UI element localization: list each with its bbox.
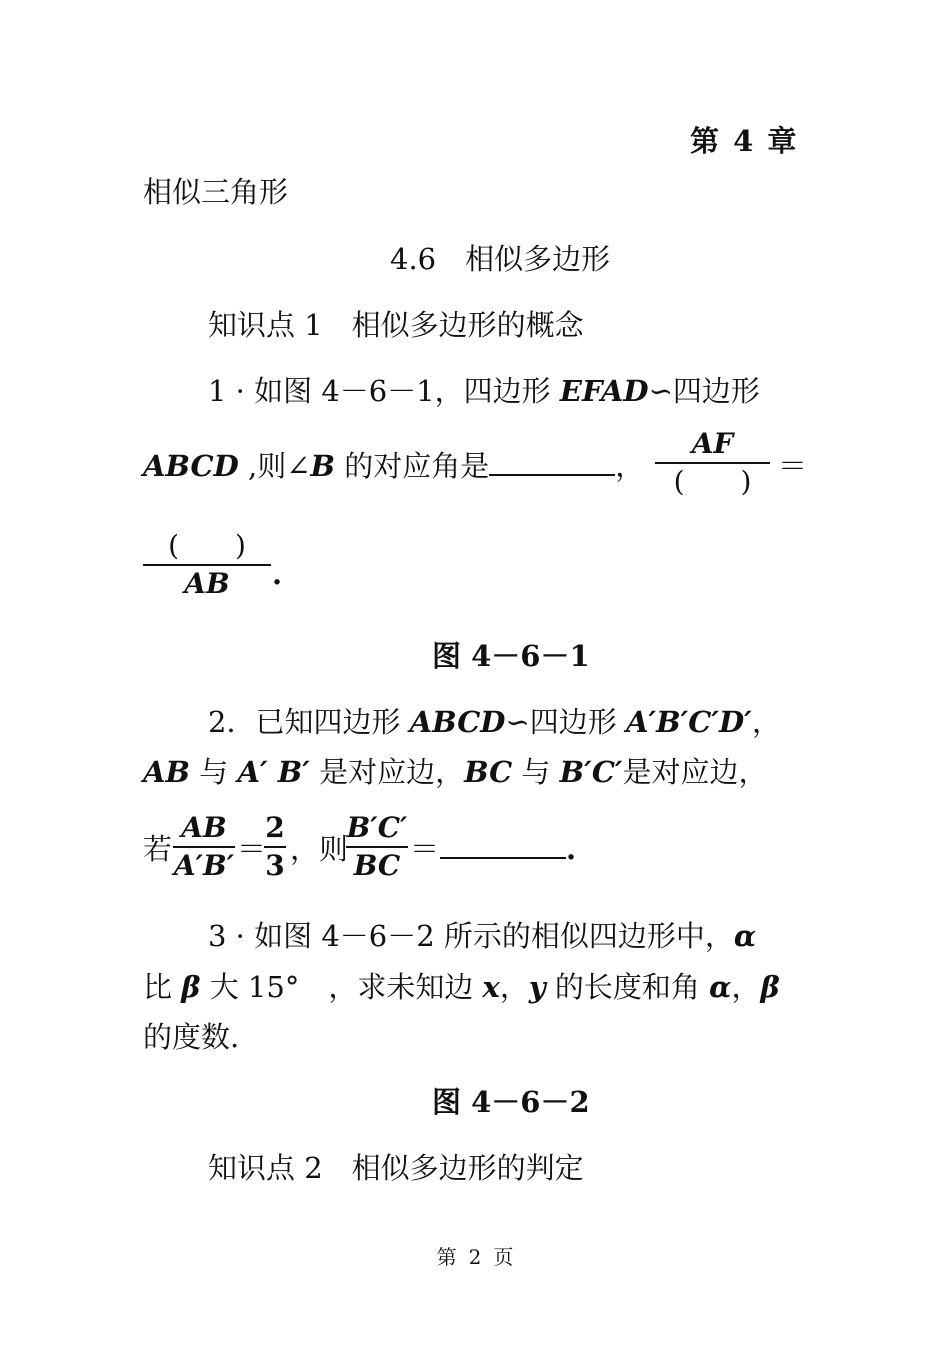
q2-text-corresponding-1: 是对应边，: [309, 755, 465, 789]
q3-line1-text: 3 · 如图 4－6－2 所示的相似四边形中，: [208, 919, 734, 953]
q2-text-and-2: 与: [512, 755, 560, 789]
q1-frac2-numerator-blank[interactable]: ( ): [168, 529, 246, 562]
q2-fracB-denominator: 3: [265, 849, 285, 882]
q2-line1-prefix: 2．已知四边形: [208, 705, 410, 739]
q1-equals: ＝: [778, 449, 808, 483]
footer-suffix: 页: [493, 1245, 514, 1269]
q3-x: x: [482, 970, 500, 1004]
chapter-label: 第 4 章: [690, 124, 799, 158]
q2-answer-blank[interactable]: [440, 855, 566, 859]
q1-line2: ABCD ,则∠B 的对应角是 ，: [143, 449, 645, 483]
q2-fraction-2-3: [264, 811, 286, 882]
q1-fraction-2: [143, 529, 271, 600]
q2-line1: [208, 705, 781, 739]
knowledge-point-1: 知识点 1 相似多边形的概念: [208, 308, 584, 342]
q3-comma-1: ，: [499, 970, 529, 1004]
figure-caption-4-6-2: 图 4－6－2: [432, 1085, 590, 1119]
q1-frac2-denominator: AB: [184, 567, 230, 600]
q2-equals-2: ＝: [410, 832, 440, 866]
q3-line2-c: 的长度和角: [545, 970, 710, 1004]
q2-fracB-numerator: 2: [265, 811, 285, 844]
q3-comma-2: ，: [731, 970, 761, 1004]
q2-then-text: ，则: [290, 832, 349, 866]
figure-caption-4-6-1: 图 4－6－1: [432, 639, 590, 673]
q1-answer-blank[interactable]: [489, 472, 615, 476]
q1-quad-efad: EFAD: [559, 374, 649, 408]
q2-fracA-denominator: A′B′: [173, 849, 235, 882]
q1-angle-b: B: [310, 449, 336, 483]
q2-fraction-ab: [173, 811, 235, 882]
q3-alpha: α: [733, 919, 757, 953]
q1-quad-abcd: ABCD: [143, 449, 239, 483]
q1-line1-prefix: 1 · 如图 4－6－1，四边形: [208, 374, 560, 408]
page-footer: [0, 1241, 950, 1270]
q1-line1-suffix: ∽四边形: [648, 374, 760, 408]
q2-side-b-c-prime: B′C′: [559, 755, 623, 789]
q2-text-and-1: 与: [190, 755, 238, 789]
footer-page-number: 2: [468, 1245, 482, 1269]
q2-line1-mid: ∽四边形: [505, 705, 626, 739]
q2-line2: [143, 755, 768, 789]
q1-end-dot: .: [272, 557, 283, 591]
q1-frac1-denominator-blank[interactable]: ( ): [673, 465, 752, 498]
q3-line2-b: 大 15° ，求未知边: [200, 970, 483, 1004]
q2-end-dot: .: [566, 832, 577, 866]
q2-line1-end: ，: [751, 705, 781, 739]
q1-line2-text: ,则∠: [238, 449, 311, 483]
q2-fracC-numerator: B′C′: [346, 811, 408, 844]
q1-line2-tail: 的对应角是: [335, 449, 490, 483]
q3-line3: 的度数.: [143, 1020, 240, 1054]
q1-fraction-1: [655, 427, 770, 498]
q2-if-text: 若: [143, 832, 173, 866]
q1-line1: [208, 374, 760, 408]
q1-frac1-numerator: AF: [691, 427, 734, 460]
footer-prefix: 第: [436, 1245, 457, 1269]
knowledge-point-2: 知识点 2 相似多边形的判定: [208, 1151, 584, 1185]
q3-y: y: [528, 970, 546, 1004]
q2-quad-primes: A′B′C′D′: [625, 705, 752, 739]
q2-fracA-numerator: AB: [181, 811, 227, 844]
q2-text-corresponding-2: 是对应边，: [622, 755, 768, 789]
q2-equals-1: ＝: [237, 832, 267, 866]
q2-side-a-b-prime: A′ B′: [237, 755, 310, 789]
q2-fraction-bc: [346, 811, 408, 882]
section-title: 4.6 相似多边形: [390, 242, 611, 276]
q2-side-ab: AB: [143, 755, 191, 789]
q3-line2: [143, 970, 780, 1004]
q3-alpha-2: α: [709, 970, 732, 1004]
chapter-subtitle: 相似三角形: [143, 175, 289, 209]
q2-fracC-denominator: BC: [353, 849, 401, 882]
q2-answer-line: [440, 832, 577, 866]
q3-line1: [208, 919, 757, 953]
q3-line2-a: 比: [143, 970, 182, 1004]
q2-side-bc: BC: [464, 755, 513, 789]
q2-quad-abcd: ABCD: [409, 705, 506, 739]
q3-beta-2: β: [760, 970, 780, 1004]
q3-beta: β: [181, 970, 201, 1004]
